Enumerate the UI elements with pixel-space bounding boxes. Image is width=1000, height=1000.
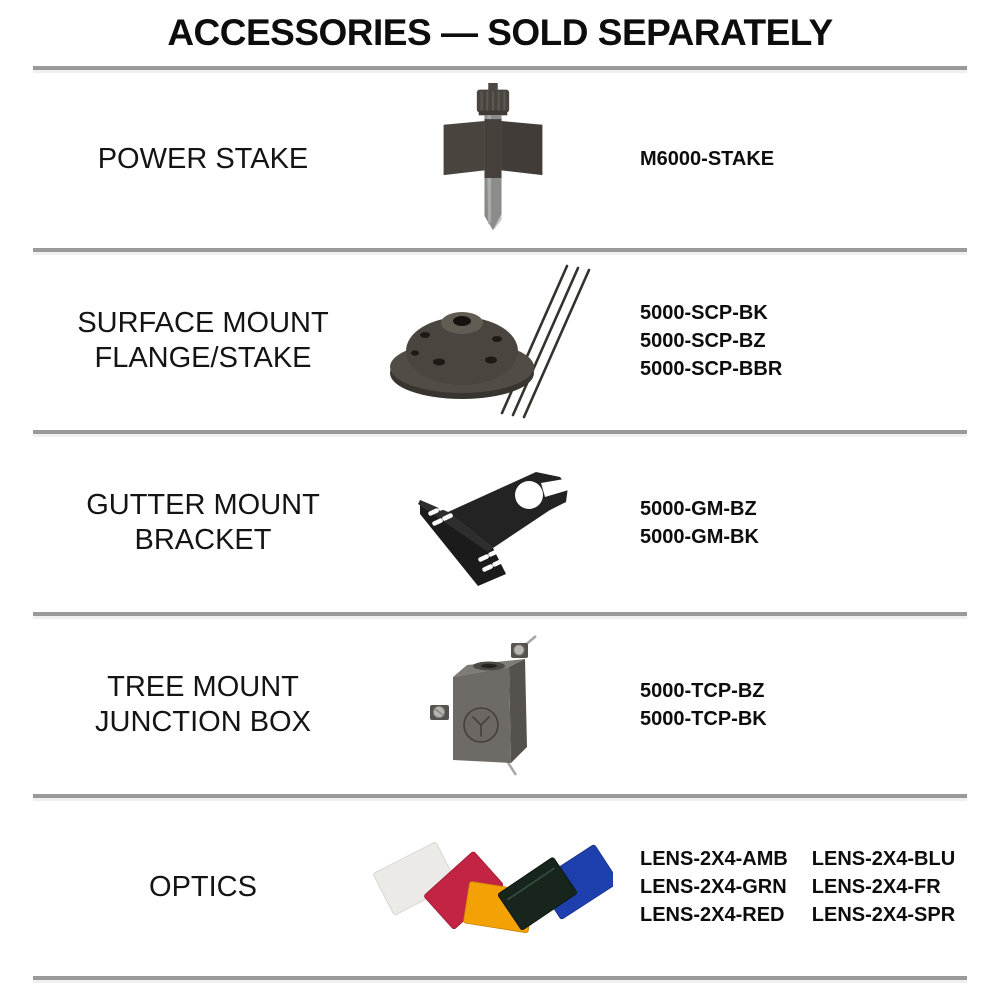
junction-box-image bbox=[373, 633, 613, 778]
gutter-bracket-drawing bbox=[398, 456, 588, 591]
accessory-name bbox=[33, 488, 373, 558]
part-number: M6000-STAKE bbox=[640, 148, 775, 170]
power-stake-image bbox=[373, 83, 613, 235]
page-title: ACCESSORIES — SOLD SEPARATELY bbox=[167, 12, 833, 53]
accessory-row-power-stake bbox=[33, 70, 967, 248]
part-number: 5000-TCP-BZ bbox=[640, 680, 765, 702]
accessory-name-line: TREE MOUNT bbox=[107, 671, 299, 704]
accessory-name-line: OPTICS bbox=[149, 870, 257, 903]
part-number: LENS-2X4-AMB bbox=[640, 848, 788, 870]
accessory-name-line: GUTTER MOUNT bbox=[86, 489, 320, 522]
power-stake-drawing bbox=[434, 83, 552, 235]
part-number: 5000-SCP-BZ bbox=[640, 330, 766, 352]
accessory-name bbox=[33, 142, 373, 177]
accessory-name bbox=[33, 870, 373, 905]
part-numbers bbox=[613, 495, 967, 551]
accessory-name-line: POWER STAKE bbox=[97, 142, 309, 175]
part-number: 5000-GM-BK bbox=[640, 526, 759, 548]
part-number: 5000-GM-BZ bbox=[640, 498, 757, 520]
part-number: 5000-SCP-BK bbox=[640, 302, 768, 324]
accessory-name-line: JUNCTION BOX bbox=[95, 706, 311, 738]
accessory-row-gutter-mount bbox=[33, 434, 967, 612]
part-number: 5000-SCP-BBR bbox=[640, 358, 783, 380]
part-number-column bbox=[812, 845, 955, 929]
title-bar bbox=[33, 0, 967, 66]
optics-lenses-image bbox=[373, 831, 613, 943]
section-divider bbox=[33, 976, 967, 980]
accessory-name bbox=[33, 670, 373, 740]
part-number: LENS-2X4-FR bbox=[811, 876, 941, 898]
accessory-row-tree-mount bbox=[33, 616, 967, 794]
surface-mount-flange-image bbox=[373, 261, 613, 421]
gutter-bracket-image bbox=[373, 456, 613, 591]
accessory-name bbox=[33, 306, 373, 376]
accessory-name-line: SURFACE MOUNT bbox=[77, 307, 329, 340]
part-numbers bbox=[613, 677, 967, 733]
optics-lenses-drawing bbox=[373, 831, 613, 943]
part-numbers bbox=[613, 299, 967, 383]
junction-box-drawing bbox=[423, 633, 563, 778]
part-number: LENS-2X4-SPR bbox=[811, 904, 956, 926]
surface-mount-flange-drawing bbox=[387, 261, 599, 421]
part-number: LENS-2X4-GRN bbox=[640, 876, 787, 898]
part-numbers bbox=[613, 845, 967, 929]
accessory-name-line: BRACKET bbox=[134, 524, 272, 556]
part-number-column bbox=[640, 845, 788, 929]
accessory-row-surface-mount bbox=[33, 252, 967, 430]
accessory-name-line: FLANGE/STAKE bbox=[94, 342, 312, 374]
part-numbers bbox=[613, 145, 967, 173]
part-number: LENS-2X4-RED bbox=[640, 904, 785, 926]
accessory-row-optics bbox=[33, 798, 967, 976]
part-number: LENS-2X4-BLU bbox=[811, 848, 956, 870]
part-number: 5000-TCP-BK bbox=[640, 708, 767, 730]
